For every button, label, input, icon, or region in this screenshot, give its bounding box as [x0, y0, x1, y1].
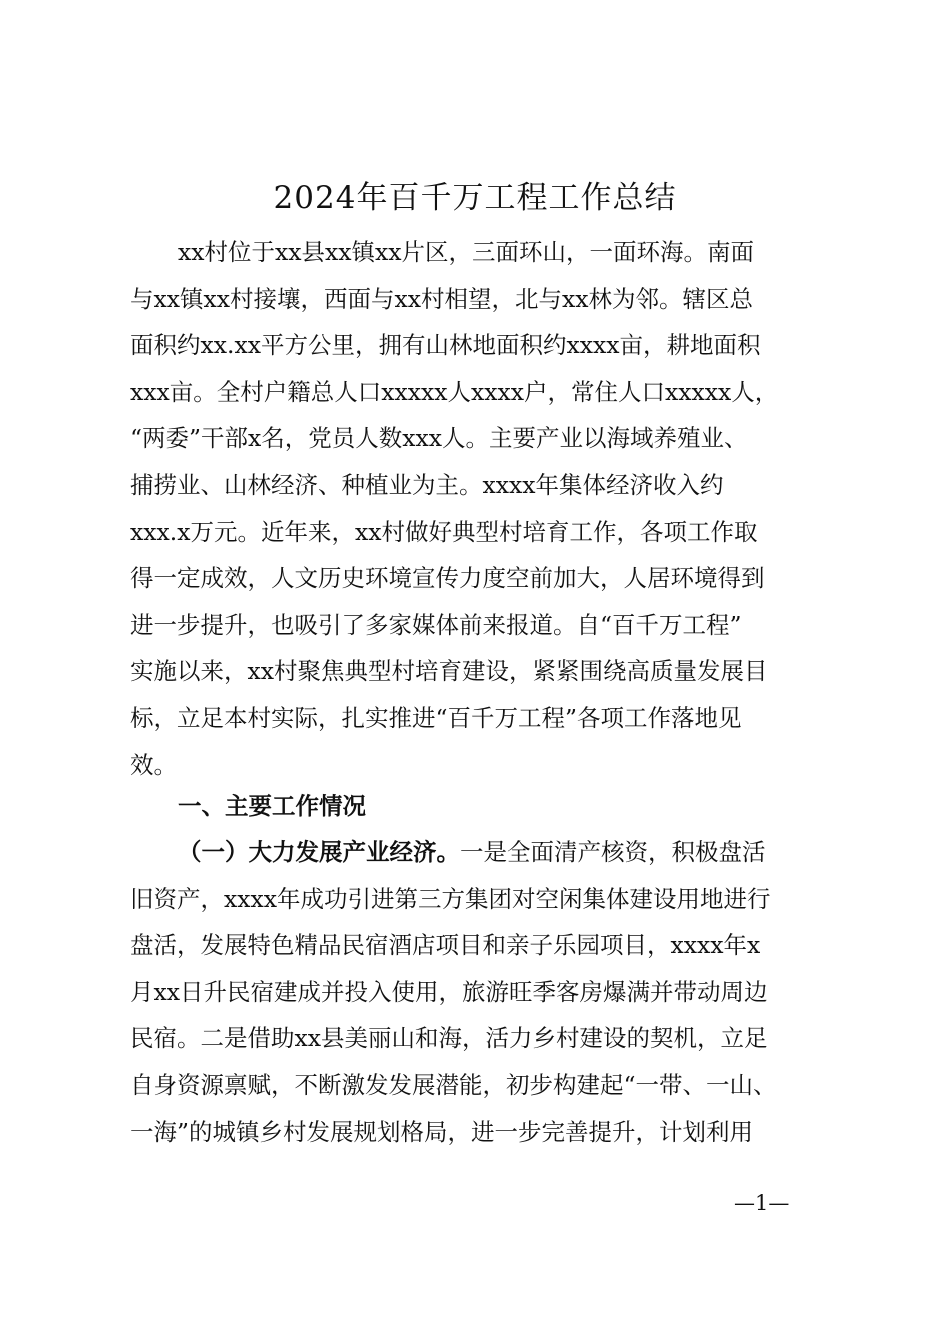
text-line: 自身资源禀赋，不断激发发展潜能，初步构建起“一带、一山、 — [130, 1070, 777, 1099]
text-line: 实施以来，xx村聚焦典型村培育建设，紧紧围绕高质量发展目 — [130, 657, 768, 686]
text-line: 盘活，发展特色精品民宿酒店项目和亲子乐园项目，xxxx年x — [130, 931, 761, 960]
section-heading: 一、主要工作情况 — [178, 792, 366, 820]
text-line: 面积约xx.xx平方公里，拥有山林地面积约xxxx亩，耕地面积 — [130, 331, 761, 360]
text-line: xxx亩。全村户籍总人口xxxxx人xxxx户，常住人口xxxxx人， — [130, 377, 779, 406]
intro-paragraph — [130, 229, 822, 788]
subsection-label: （一）大力发展产业经济。 — [178, 838, 460, 866]
text-line: 民宿。二是借助xx县美丽山和海，活力乡村建设的契机，立足 — [130, 1024, 768, 1053]
text-line — [130, 829, 822, 876]
text-line: 与xx镇xx村接壤，西面与xx村相望，北与xx林为邻。辖区总 — [130, 284, 754, 313]
text-line: xxx.x万元。近年来，xx村做好典型村培育工作，各项工作取 — [130, 517, 758, 546]
text-line: 得一定成效，人文历史环境宣传力度空前加大，人居环境得到 — [130, 564, 765, 593]
text-line: 效。 — [130, 750, 177, 779]
text-line: xx村位于xx县xx镇xx片区，三面环山，一面环海。南面 — [178, 238, 755, 266]
text-line: 捕捞业、山林经济、种植业为主。xxxx年集体经济收入约 — [130, 470, 724, 499]
text-line: 一海”的城镇乡村发展规划格局，进一步完善提升，计划利用 — [130, 1117, 754, 1146]
text-line: 标，立足本村实际，扎实推进“百千万工程”各项工作落地见 — [130, 703, 742, 732]
page-number: —1— — [734, 1191, 790, 1215]
text-line: “两委”干部x名，党员人数xxx人。主要产业以海域养殖业、 — [130, 424, 748, 453]
text-line: 进一步提升，也吸引了多家媒体前来报道。自“百千万工程” — [130, 610, 742, 639]
text-line: 旧资产，xxxx年成功引进第三方集团对空闲集体建设用地进行 — [130, 884, 771, 913]
section-paragraph — [130, 829, 822, 1155]
text-line: 月xx日升民宿建成并投入使用，旅游旺季客房爆满并带动周边 — [130, 977, 768, 1006]
document-title: 2024年百千万工程工作总结 — [273, 180, 677, 216]
subsection-text: 一是全面清产核资，积极盘活 — [460, 838, 766, 866]
